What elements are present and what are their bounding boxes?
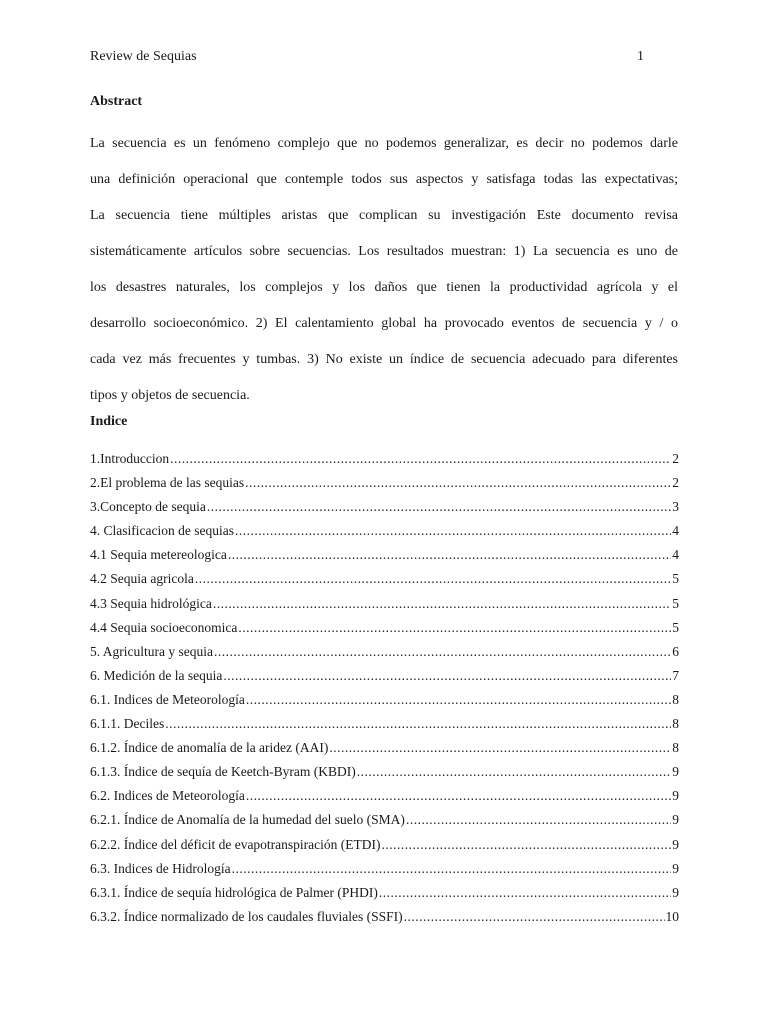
toc-entry[interactable] [90, 570, 679, 594]
toc-entry-title: 6.3. Indices de Hidrología [90, 860, 231, 876]
toc-entry-title: 3.Concepto de sequia [90, 499, 206, 515]
toc-entry-page: 9 [672, 788, 679, 804]
toc-entry-page: 9 [672, 764, 679, 780]
table-of-contents [90, 450, 679, 932]
toc-dot-leader [379, 884, 671, 902]
toc-entry[interactable] [90, 908, 679, 932]
toc-entry-page: 9 [672, 812, 679, 828]
toc-dot-leader [329, 739, 671, 757]
toc-entry-title: 6.1.1. Deciles [90, 716, 165, 732]
toc-dot-leader [404, 908, 665, 926]
toc-entry-page: 10 [665, 908, 679, 924]
toc-entry[interactable] [90, 691, 679, 715]
toc-entry[interactable] [90, 643, 679, 667]
toc-dot-leader [246, 691, 671, 709]
toc-entry[interactable] [90, 619, 679, 643]
index-heading: Indice [90, 414, 128, 429]
toc-entry[interactable] [90, 884, 679, 908]
toc-entry[interactable] [90, 498, 679, 522]
toc-entry-title: 6.2.1. Índice de Anomalía de la humedad del suelo (SMA) [90, 812, 405, 828]
toc-dot-leader [207, 498, 671, 516]
toc-entry-title: 6.1.3. Índice de sequía de Keetch-Byram (KBDI) [90, 764, 356, 780]
toc-dot-leader [170, 450, 671, 468]
toc-dot-leader [165, 715, 671, 733]
toc-entry[interactable] [90, 546, 679, 570]
toc-entry-title: 6.1. Indices de Meteorología [90, 691, 245, 707]
toc-dot-leader [245, 474, 671, 492]
toc-entry-page: 7 [672, 667, 679, 683]
abstract-line: tipos y objetos de secuencia. [90, 388, 250, 403]
toc-entry[interactable] [90, 522, 679, 546]
toc-entry[interactable] [90, 787, 679, 811]
toc-dot-leader [223, 667, 671, 685]
toc-dot-leader [228, 546, 671, 564]
toc-entry[interactable] [90, 474, 679, 498]
toc-entry[interactable] [90, 667, 679, 691]
toc-entry-title: 4.3 Sequia hidrológica [90, 595, 212, 611]
toc-entry[interactable] [90, 836, 679, 860]
toc-entry-page: 9 [672, 884, 679, 900]
running-head: Review de Sequias [90, 49, 197, 64]
toc-entry-page: 2 [672, 451, 679, 466]
toc-entry-title: 1.Introduccion [90, 451, 170, 466]
toc-dot-leader [235, 522, 671, 540]
toc-entry-page: 9 [672, 836, 679, 852]
toc-dot-leader [382, 836, 672, 854]
toc-entry-page: 3 [672, 499, 679, 515]
toc-entry-page: 6 [672, 643, 679, 659]
toc-entry-title: 6.3.1. Índice de sequía hidrológica de Palmer (PHDI) [90, 884, 378, 900]
toc-entry[interactable] [90, 763, 679, 787]
toc-entry-page: 4 [672, 523, 679, 539]
toc-entry-title: 6.3.2. Índice normalizado de los caudales fluviales (SSFI) [90, 908, 403, 924]
toc-dot-leader [238, 619, 671, 637]
toc-entry-page: 8 [672, 691, 679, 707]
toc-entry-title: 4.2 Sequia agricola [90, 571, 194, 587]
toc-entry-title: 5. Agricultura y sequia [90, 643, 213, 659]
toc-entry-page: 5 [672, 571, 679, 587]
toc-entry-page: 2 [672, 475, 679, 491]
toc-dot-leader [246, 787, 671, 805]
abstract-line: una definición operacional que contemple todos sus aspectos y satisfaga todas las expectativas; [90, 172, 678, 187]
abstract-line: desarrollo socioeconómico. 2) El calentamiento global ha provocado eventos de secuencia y / o [90, 316, 678, 331]
toc-entry[interactable] [90, 860, 679, 884]
toc-entry[interactable] [90, 715, 679, 739]
abstract-line: cada vez más frecuentes y tumbas. 3) No existe un índice de secuencia adecuado para diferentes [90, 352, 678, 367]
toc-entry[interactable] [90, 595, 679, 619]
toc-entry-page: 5 [672, 619, 679, 635]
page-number: 1 [637, 49, 644, 64]
abstract-body [90, 126, 678, 414]
toc-dot-leader [406, 811, 671, 829]
toc-entry-page: 8 [672, 716, 679, 732]
toc-dot-leader [232, 860, 672, 878]
toc-entry-title: 4. Clasificacion de sequias [90, 523, 234, 539]
toc-entry-page: 9 [672, 860, 679, 876]
abstract-line: La secuencia es un fenómeno complejo que no podemos generalizar, es decir no podemos darle [90, 136, 678, 151]
toc-entry-title: 4.1 Sequia metereologica [90, 547, 227, 563]
toc-entry-title: 6.2.2. Índice del déficit de evapotranspiración (ETDI) [90, 836, 381, 852]
toc-entry[interactable] [90, 811, 679, 835]
toc-entry-title: 6. Medición de la sequia [90, 667, 223, 683]
toc-entry-page: 8 [672, 740, 679, 756]
toc-dot-leader [213, 595, 671, 613]
abstract-line: los desastres naturales, los complejos y los daños que tienen la productividad agrícola y el [90, 280, 678, 295]
toc-entry-title: 4.4 Sequia socioeconomica [90, 619, 238, 635]
abstract-line: sistemáticamente artículos sobre secuencias. Los resultados muestran: 1) La secuencia es uno de [90, 244, 678, 259]
toc-entry-title: 6.2. Indices de Meteorología [90, 788, 245, 804]
toc-entry-page: 5 [672, 595, 679, 611]
toc-entry[interactable] [90, 739, 679, 763]
toc-entry-title: 2.El problema de las sequias [90, 475, 245, 491]
abstract-line: La secuencia tiene múltiples aristas que complican su investigación Este documento revisa [90, 208, 678, 223]
abstract-heading: Abstract [90, 94, 143, 109]
toc-entry-page: 4 [672, 547, 679, 563]
toc-entry-title: 6.1.2. Índice de anomalía de la aridez (AAI) [90, 740, 329, 756]
toc-dot-leader [214, 643, 671, 661]
toc-dot-leader [195, 570, 671, 588]
toc-entry[interactable] [90, 450, 679, 474]
toc-dot-leader [357, 763, 671, 781]
